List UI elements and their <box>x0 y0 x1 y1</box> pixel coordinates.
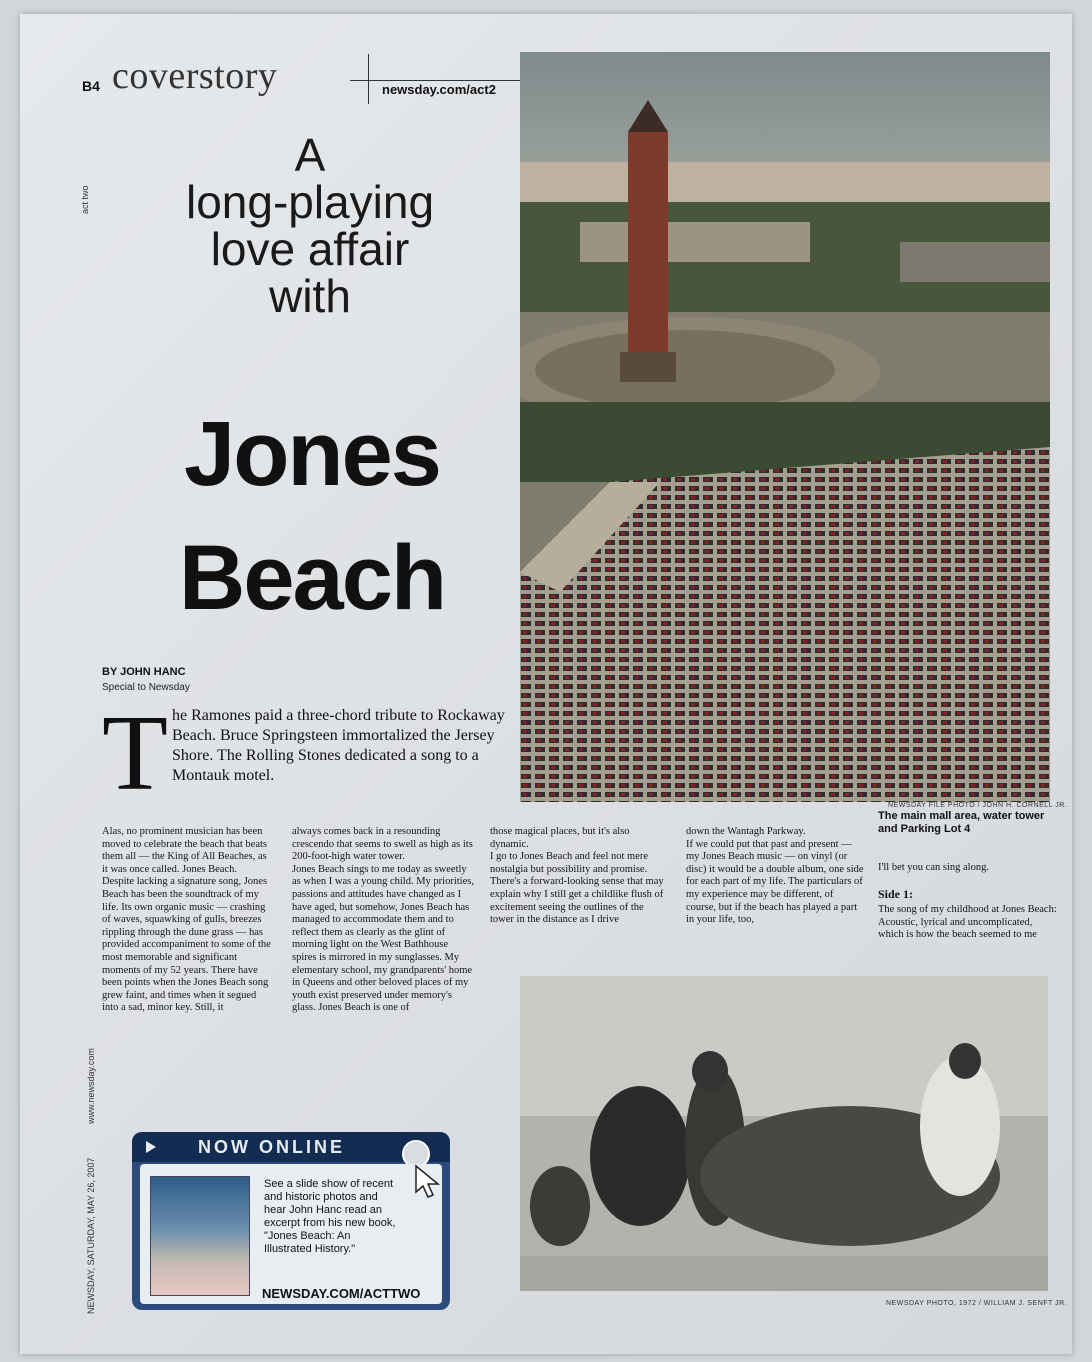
cursor-icon <box>414 1164 444 1200</box>
now-online-text: See a slide show of recent and historic photos and hear John Hanc read an excerpt from his new book, "Jones Beach: An Illustrated History." <box>264 1178 396 1255</box>
body-column-2: always comes back in a resounding crescendo that seems to swell as high as its 200-foot-high water tower. Jones Beach sings to me today as sweetly as when I was a young child. My priorities, passions and attitudes have changed as I have aged, but somehow, Jones Beach has managed to accommodate them and to reflect them as clearly as the glint of morning light on the West Bathhouse spires is mirrored in my sunglasses. My elementary school, my grandparents' home in Queens and other beloved places of my youth exist preserved under memory's glass. Jones Beach is one of <box>292 826 474 1014</box>
headline-line-2: long-playing <box>185 176 435 228</box>
aerial-photo <box>520 52 1050 802</box>
body-column-3: those magical places, but it's also dynamic. I go to Jones Beach and feel not mere nostalgia but possibility and promise. There's a forward-looking sense that may explain why I still get a childlike flush of excitement seeing the outlines of the tower in the distance as I drive <box>490 826 664 926</box>
headline-big-2: Beach <box>178 527 446 629</box>
photo1-caption: The main mall area, water tower and Parking Lot 4 <box>878 810 1045 835</box>
side-site[interactable]: www.newsday.com <box>86 1048 96 1124</box>
beach-crowd-photo <box>520 976 1048 1291</box>
body-column-5-text: The song of my childhood at Jones Beach: Acoustic, lyrical and uncomplicated, which is how the beach seemed to me <box>878 904 1057 941</box>
book-cover-thumbnail[interactable] <box>150 1176 250 1296</box>
drop-cap: T <box>102 694 168 813</box>
body-column-5-subhead: Side 1: <box>878 887 914 901</box>
byline: BY JOHN HANC <box>102 666 186 678</box>
photo1-credit: NEWSDAY FILE PHOTO / JOHN H. CORNELL JR. <box>888 802 1068 809</box>
body-column-5-intro: I'll bet you can sing along. <box>878 862 989 873</box>
headline-line-4: with <box>269 270 351 322</box>
beach-crowd-illustration <box>520 976 1048 1291</box>
section-title: coverstory <box>112 55 278 97</box>
headline <box>130 129 490 322</box>
body-column-4: down the Wantagh Parkway. If we could put that past and present — my Jones Beach music — on vinyl (or disc) it would be a double album, one side for each part of my life. The particulars of my experience may be different, of course, but if the beach has played a part in your life, too, <box>686 826 864 926</box>
aerial-photo-illustration <box>520 52 1050 802</box>
now-online-box[interactable] <box>132 1132 450 1310</box>
newspaper-page <box>20 14 1072 1354</box>
byline-credit: Special to Newsday <box>102 682 190 693</box>
now-online-link[interactable]: NEWSDAY.COM/ACTTWO <box>262 1286 421 1301</box>
now-online-title: NOW ONLINE <box>198 1137 345 1157</box>
section-url[interactable]: newsday.com/act2 <box>382 82 496 97</box>
headline-line-3: love affair <box>210 223 410 275</box>
headline-line-1: A <box>294 129 326 181</box>
header-divider <box>368 54 369 104</box>
body-column-1: Alas, no prominent musician has been moved to celebrate the beach that beats them all — the King of All Beaches, as it was once called. Jones Beach. Despite lacking a signature song, Jones Beach has been the soundtrack of my life. Its own organic music — crashing of waves, squawking of gulls, breezes rippling through the dune grass — has provided accompaniment to some of the most memorable and significant moments of my 52 years. There have been points when the Jones Beach song grew faint, and times when it segued into a sad, minor key. Still, it <box>102 826 271 1014</box>
photo2-credit: NEWSDAY PHOTO, 1972 / WILLIAM J. SENFT JR. <box>886 1300 1068 1307</box>
now-online-body <box>140 1164 442 1304</box>
side-date: NEWSDAY, SATURDAY, MAY 26, 2007 <box>86 1157 96 1314</box>
headline-big-1: Jones <box>184 403 440 505</box>
side-label: act two <box>80 185 90 214</box>
play-arrow-icon <box>146 1141 156 1153</box>
header-rule <box>350 80 530 81</box>
lede-paragraph: he Ramones paid a three-chord tribute to Rockaway Beach. Bruce Springsteen immortalized the Jersey Shore. The Rolling Stones dedicated a song to a Montauk motel. <box>172 707 505 784</box>
page-number: B4 <box>82 78 100 94</box>
